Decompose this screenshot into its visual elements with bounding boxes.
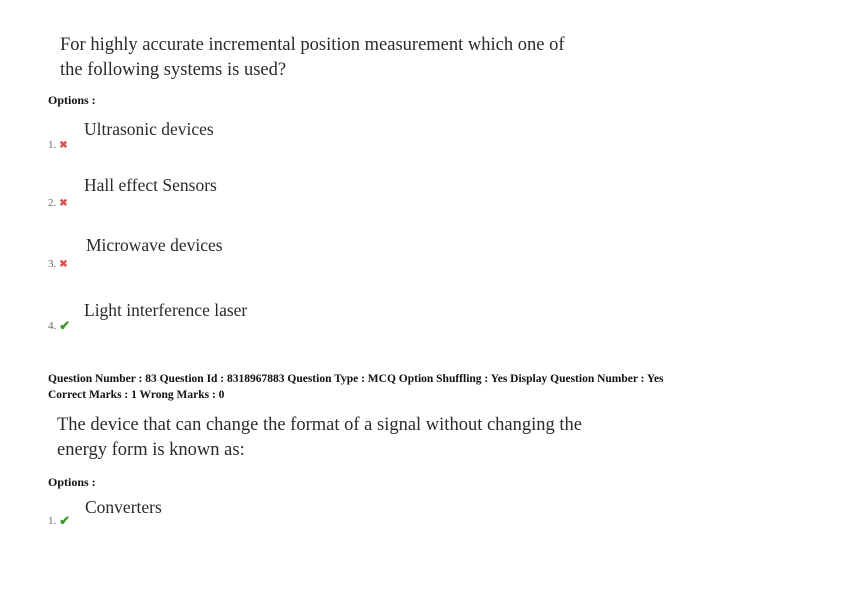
cross-icon: ✖ bbox=[59, 197, 68, 209]
cross-icon: ✖ bbox=[59, 258, 68, 270]
option-text: Converters bbox=[85, 497, 162, 517]
question-text: For highly accurate incremental position measurement which one of the following systems is used? bbox=[60, 35, 565, 80]
option-number-label: 2. bbox=[48, 197, 57, 209]
question-text: The device that can change the format of a signal without changing the energy form is known as: bbox=[57, 415, 583, 460]
options-label: Options : bbox=[48, 475, 96, 489]
question-meta: Question Number : 83 Question Id : 8318967883 Question Type : MCQ Option Shuffling : Yes Display Question Number : Yes bbox=[48, 373, 664, 385]
option-number-label: 3. bbox=[48, 258, 57, 270]
option-number-label: 1. bbox=[48, 515, 57, 527]
option-text: Microwave devices bbox=[86, 235, 223, 255]
option-number-label: 1. bbox=[48, 139, 57, 151]
option-text: Hall effect Sensors bbox=[84, 175, 217, 195]
option-number-label: 4. bbox=[48, 320, 57, 332]
option-number bbox=[48, 139, 68, 151]
option-text: Ultrasonic devices bbox=[84, 119, 214, 139]
marks-meta: Correct Marks : 1 Wrong Marks : 0 bbox=[48, 389, 225, 401]
check-icon: ✔ bbox=[59, 513, 71, 528]
check-icon: ✔ bbox=[59, 318, 71, 333]
option-number bbox=[48, 513, 70, 529]
option-number bbox=[48, 258, 68, 270]
option-number bbox=[48, 318, 70, 334]
options-label: Options : bbox=[48, 93, 96, 107]
cross-icon: ✖ bbox=[59, 139, 68, 151]
option-number bbox=[48, 197, 68, 209]
option-text: Light interference laser bbox=[84, 300, 248, 320]
